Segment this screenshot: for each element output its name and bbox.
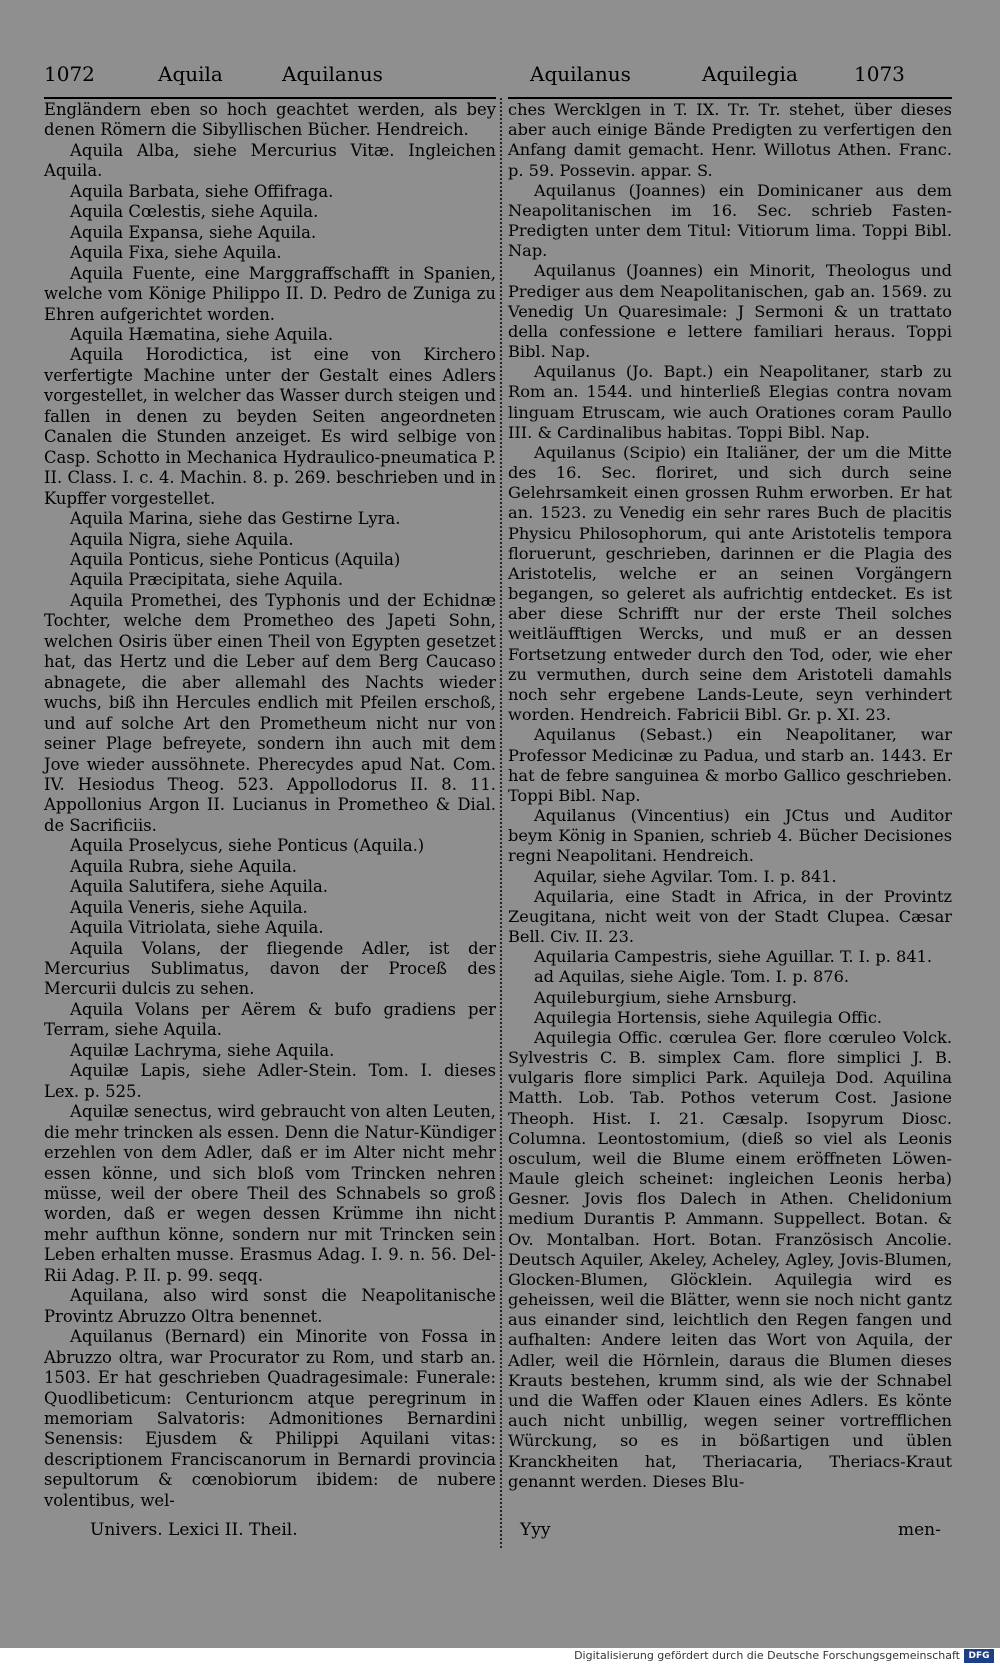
entry-paragraph: Aquilana, also wird sonst die Neapolitanische Provintz Abruzzo Oltra benennet.	[44, 1286, 496, 1326]
entry-paragraph: Aquila Fuente, eine Marggraffschafft in Spanien, welche vom Könige Philippo II. D. Pedro de Zuniga zu Ehren aufgerichtet worden.	[44, 263, 496, 324]
entry-paragraph: Aquila Expansa, siehe Aquila.	[70, 222, 317, 242]
entry-paragraph: Aquilæ senectus, wird gebraucht von alten Leuten, die mehr trincken als essen. Denn die Natur-Kündiger erzehlen von dem Adler, daß er im Alter nicht mehr essen könne, und sich bloß vom Trincken nehren müsse, weil der obere Theil des Schnabels so groß worden, daß er wegen dessen Krümme ihn nicht mehr aufthun könne, sondern nur mit Trincken sein Leben erhalten musse. Erasmus Adag. I. 9. n. 56. Del-Rii Adag. P. II. p. 99. seqq.	[44, 1102, 496, 1285]
credit-text: Digitalisierung gefördert durch die Deutsche Forschungsgemeinschaft	[574, 1649, 960, 1662]
entry-paragraph: Aquilanus (Scipio) ein Italiäner, der um die Mitte des 16. Sec. floriret, und sich durch seine Gelehrsamkeit einen grossen Ruhm erworben. Er hat an. 1523. zu Venedig ein sehr rares Buch de placitis Physicu Philosophorum, qui ante Aristotelis tempora floruerunt, geschrieben, darinnen er die Plagia des Aristotelis, welche er an seinen Vorgängern begangen, so geleret als aufrichtig entdecket. Es ist aber diese Schrifft nur der erste Theil solches weitläufftigen Wercks, und muß er an dessen Fortsetzung entweder durch den Tod, oder, wie eher zu vermuthen, durch seine dem Aristoteli damahls noch sehr ergebene Lands-Leute, seyn verhindert worden. Hendreich. Fabricii Bibl. Gr. p. XI. 23.	[508, 442, 952, 725]
dfg-logo-icon: DFG	[964, 1649, 994, 1663]
entry-paragraph: Aquila Marina, siehe das Gestirne Lyra.	[70, 509, 401, 529]
right-text-column	[508, 100, 952, 1492]
entry-paragraph: Aquilæ Lapis, siehe Adler-Stein. Tom. I. dieses Lex. p. 525.	[44, 1061, 496, 1101]
left-header-keyword-2: Aquilanus	[282, 62, 383, 86]
entry-paragraph: Aquila Volans per Aërem & bufo gradiens per Terram, siehe Aquila.	[44, 999, 496, 1040]
entry-paragraph: Aquila Præcipitata, siehe Aquila.	[70, 570, 344, 590]
entry-paragraph: Aquilanus (Sebast.) ein Neapolitaner, war Professor Medicinæ zu Padua, und starb an. 1443. Er hat de febre sanguinea & morbo Gallico geschrieben. Toppi Bibl. Nap.	[508, 725, 952, 805]
entry-paragraph: Aquilanus (Vincentius) ein JCtus und Auditor beym König in Spanien, schrieb 4. Bücher Decisiones regni Neapolitani. Hendreich.	[508, 806, 952, 866]
footer-signature-mark: Yyy	[520, 1520, 551, 1540]
left-header-rule	[44, 97, 496, 99]
entry-paragraph: Aquilæ Lachryma, siehe Aquila.	[70, 1040, 335, 1060]
right-header-keyword-2: Aquilegia	[702, 62, 798, 86]
entry-paragraph: Aquilanus (Joannes) ein Dominicaner aus dem Neapolitanischen im 16. Sec. schrieb Fasten-Predigten unter dem Titul: Vitiorum lima. Toppi Bibl. Nap.	[508, 180, 952, 261]
entry-paragraph: Aquilegia Offic. cœrulea Ger. flore cœruleo Volck. Sylvestris C. B. simplex Cam. flore simplici J. B. vulgaris flore simplici Park. Aquileja Dod. Aquilina Matth. Lob. Tab. Pothos veterum Cost. Jasione Theoph. Hist. I. 21. Cæsalp. Isopyrum Diosc. Columna. Leontostomium, (dieß so viel als Leonis osculum, weil die Blume einem eröffneten Löwen-Maule gleich scheinet: ingleichen Leonis herba) Gesner. Jovis flos Dalech in Athen. Chelidonium medium Durantis P. Ammann. Suppellect. Botan. & Ov. Montalban. Hort. Botan. Französisch Ancolie. Deutsch Aquiler, Akeley, Acheley, Agley, Jovis-Blumen, Glocken-Blumen, Glöcklein. Aquilegia wird es geheissen, weil die Blätter, wenn sie noch nicht gantz aus einander sind, leichtlich den Regen fangen und aufhalten: Andere leiten das Wort von Aquila, der Adler, weil die Hörnlein, daraus die Blumen dieses Krauts bestehen, krumm sind, als wie der Schnabel und die Waffen oder Klauen eines Adlers. Es könte auch nicht unbillig, wegen seiner vortrefflichen Würckung, so es in bößartigen und üblen Kranckheiten hat, Theriacaria, Theriacs-Kraut genannt werden. Dieses Blu-	[508, 1027, 952, 1491]
left-header-keyword-1: Aquila	[158, 62, 223, 86]
entry-paragraph: Aquilaria Campestris, siehe Aguillar. T. I. p. 841.	[534, 947, 933, 967]
entry-paragraph: Aquila Nigra, siehe Aquila.	[70, 529, 294, 549]
left-text-column	[44, 100, 496, 1511]
entry-paragraph: Aquilanus (Jo. Bapt.) ein Neapolitaner, starb zu Rom an. 1544. und hinterließ Elegias contra novam linguam Etruscam, wie auch Orationes coram Paullo III. & Cardinalibus habitas. Toppi Bibl. Nap.	[508, 362, 952, 442]
entry-paragraph: Aquilanus (Bernard) ein Minorite von Fossa in Abruzzo oltra, war Procurator zu Rom, und starb an. 1503. Er hat geschrieben Quadragesimale: Funerale: Quodlibeticum: Centurioncm atque peregrinum in memoriam Salvatoris: Admonitiones Bernardini Senensis: Ejusdem & Philippi Aquilani vitas: descriptionem Franciscanorum in Bernardi provincia sepultorum & cœnobiorum ibidem: de nubere volentibus, wel-	[44, 1327, 496, 1510]
entry-paragraph: Aquila Hæmatina, siehe Aquila.	[70, 324, 334, 344]
entry-paragraph: Aquila Salutifera, siehe Aquila.	[70, 877, 328, 897]
column-divider	[500, 98, 502, 1548]
entry-paragraph: ad Aquilas, siehe Aigle. Tom. I. p. 876.	[534, 967, 850, 987]
entry-paragraph: Aquilegia Hortensis, siehe Aquilegia Offic.	[534, 1007, 883, 1027]
entry-paragraph: Aquila Vitriolata, siehe Aquila.	[70, 918, 324, 938]
footer-volume-title: Univers. Lexici II. Theil.	[90, 1520, 298, 1540]
entry-paragraph: Aquila Ponticus, siehe Ponticus (Aquila)	[70, 549, 401, 569]
left-page-number: 1072	[44, 62, 95, 86]
entry-paragraph: Aquilanus (Joannes) ein Minorit, Theologus und Prediger aus dem Neapolitanischen, gab an. 1569. zu Venedig Un Quaresimale: J Sermoni & un trattato della confessione e lettere familiari heraus. Toppi Bibl. Nap.	[508, 261, 952, 362]
right-header-rule	[508, 97, 952, 99]
entry-paragraph: Aquilar, siehe Agvilar. Tom. I. p. 841.	[534, 866, 837, 886]
entry-paragraph: Aquila Alba, siehe Mercurius Vitæ. Ingleichen Aquila.	[44, 140, 496, 181]
entry-paragraph: Engländern eben so hoch geachtet werden, als bey denen Römern die Sibyllischen Bücher. Hendreich.	[44, 100, 496, 140]
entry-paragraph: Aquila Cœlestis, siehe Aquila.	[70, 202, 319, 222]
entry-paragraph: Aquila Horodictica, ist eine von Kirchero verfertigte Machine unter der Gestalt eines Adlers vorgestellet, in welcher das Wasser durch steigen und fallen in denen zu beyden Seiten angeordneten Canalen die Stunden anzeiget. Es wird selbige von Casp. Schotto in Mechanica Hydraulico-pneumatica P. II. Class. I. c. 4. Machin. 8. p. 269. beschrieben und in Kupffer vorgestellet.	[44, 345, 496, 508]
right-page-number: 1073	[854, 62, 905, 86]
right-page-header	[502, 62, 1000, 96]
entry-paragraph: Aquila Rubra, siehe Aquila.	[70, 856, 297, 876]
entry-paragraph: Aquila Proselycus, siehe Ponticus (Aquila.)	[70, 836, 425, 856]
entry-paragraph: ches Wercklgen in T. IX. Tr. Tr. stehet, über dieses aber auch einige Bände Predigten zu verfertigen den Anfang damit gemacht. Henr. Willotus Athen. Franc. p. 59. Possevin. appar. S.	[508, 100, 952, 180]
entry-paragraph: Aquila Veneris, siehe Aquila.	[70, 897, 308, 917]
entry-paragraph: Aquila Fixa, siehe Aquila.	[70, 243, 282, 263]
left-page-header	[0, 62, 498, 96]
right-header-keyword-1: Aquilanus	[530, 62, 631, 86]
footer-catchword: men-	[898, 1520, 941, 1540]
entry-paragraph: Aquilaria, eine Stadt in Africa, in der Provintz Zeugitana, nicht weit von der Stadt Clupea. Cæsar Bell. Civ. II. 23.	[508, 886, 952, 947]
entry-paragraph: Aquila Volans, der fliegende Adler, ist der Mercurius Sublimatus, davon der Proceß des Mercurii dulcis zu sehen.	[44, 938, 496, 999]
entry-paragraph: Aquila Barbata, siehe Offifraga.	[70, 181, 334, 201]
entry-paragraph: Aquila Promethei, des Typhonis und der Echidnæ Tochter, welche dem Prometheo des Japeti Sohn, welchen Osiris über einen Theil von Egypten gesetzet hat, das Hertz und die Leber auf dem Berg Caucaso abnagete, die aber allemahl des Nachts wieder wuchs, biß ihn Hercules endlich mit Pfeilen erschoß, und auf solche Art den Prometheum nicht nur von seiner Plage befreyete, sondern ihn auch mit dem Jove wieder aussöhnete. Pherecydes apud Nat. Com. IV. Hesiodus Theog. 523. Appollodorus II. 8. 11. Appollonius Argon II. Lucianus in Prometheo & Dial. de Sacrificiis.	[44, 590, 496, 835]
entry-paragraph: Aquileburgium, siehe Arnsburg.	[534, 987, 797, 1007]
